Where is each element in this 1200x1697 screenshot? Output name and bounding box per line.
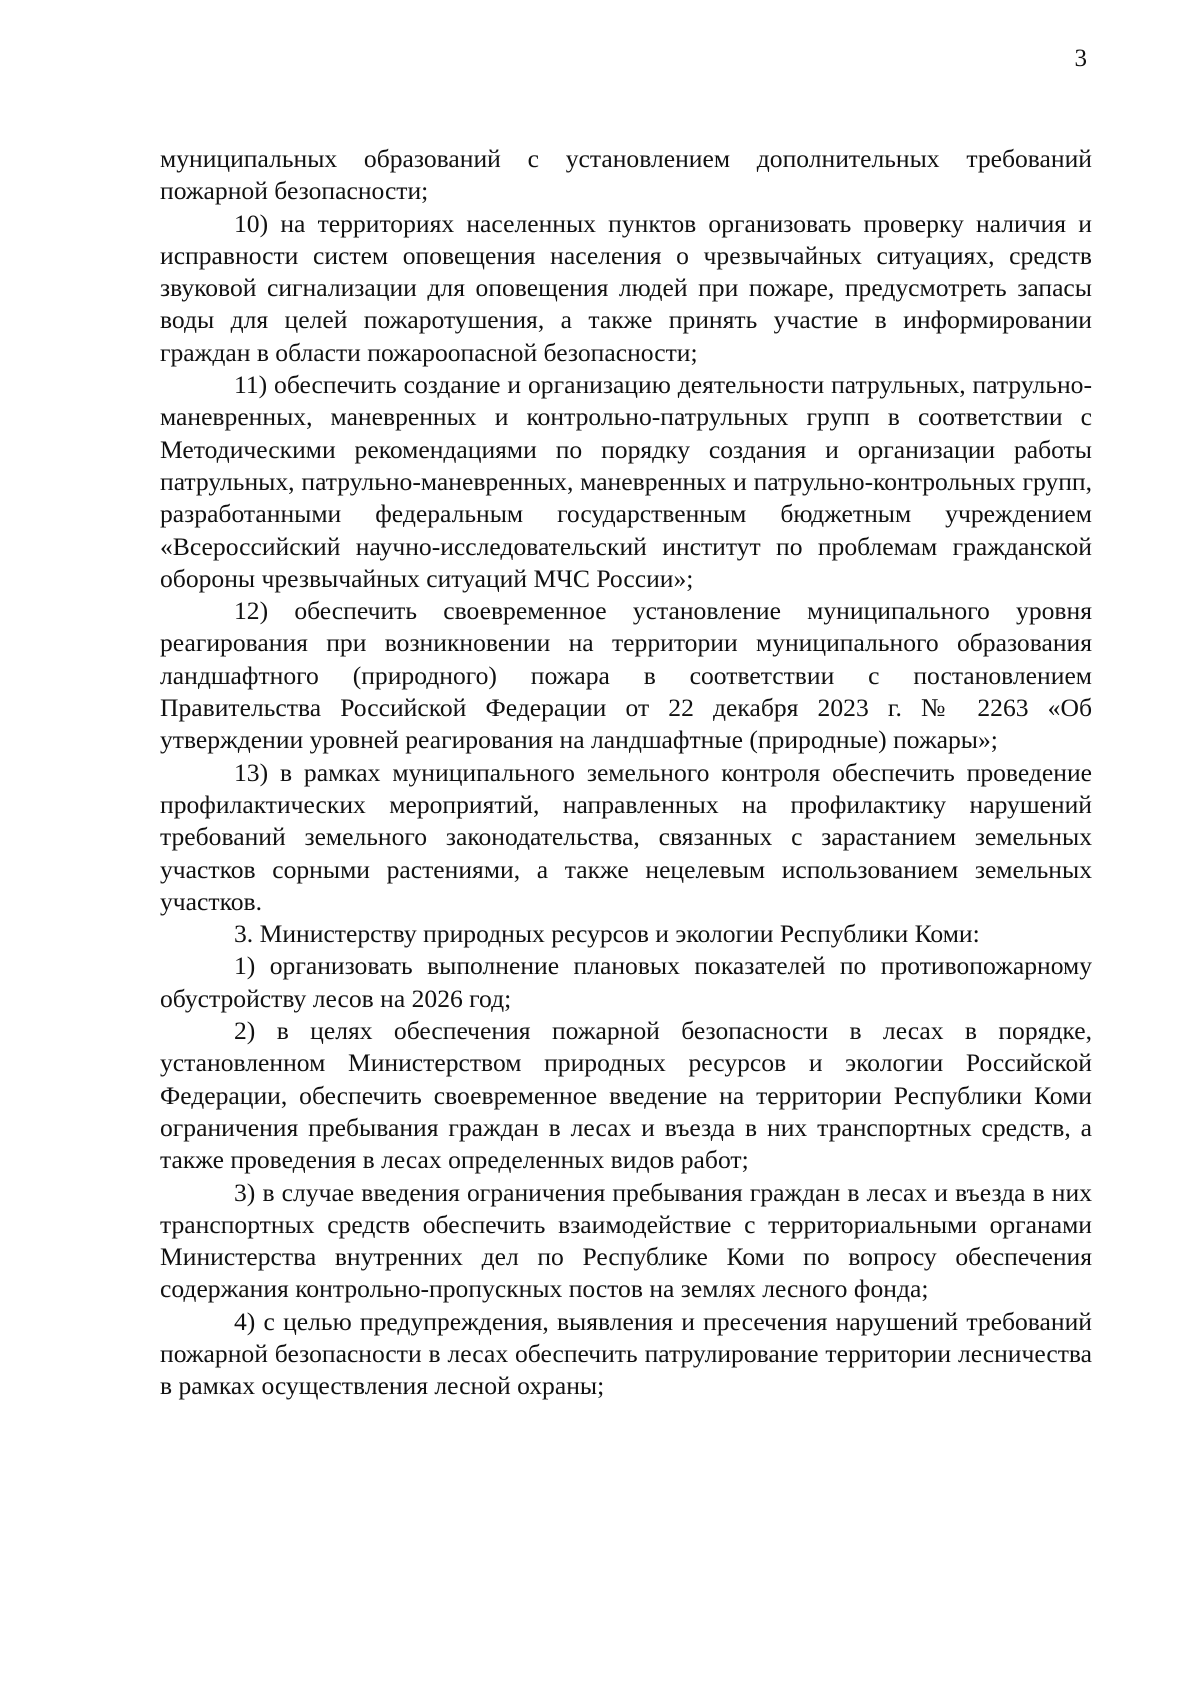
section-heading-3: 3. Министерству природных ресурсов и экологии Республики Коми:	[234, 919, 980, 949]
page-number: 3	[1074, 45, 1087, 72]
paragraph-3-item-3: 3) в случае введения ограничения пребывания граждан в лесах и въезда в них транспортных средств обеспечить взаимодействие с территориальными органами Министерства внутренних дел по Республике Коми по вопросу обеспечения содержания контрольно-пропускных постов на землях лесного фонда;	[160, 1177, 1092, 1304]
paragraph-item-11: 11) обеспечить создание и организацию деятельности патрульных, патрульно-маневренных, маневренных и контрольно-патрульных групп в соответствии с Методическими рекомендациями по порядку создания и организации работы патрульных, патрульно-маневренных, маневренных и патрульно-контрольных групп, разработанными федеральным государственным бюджетным учреждением «Всероссийский научно-исследовательский институт по проблемам гражданской обороны чрезвычайных ситуаций МЧС России»;	[160, 370, 1092, 593]
paragraph-item-13: 13) в рамках муниципального земельного контроля обеспечить проведение профилактических мероприятий, направленных на профилактику нарушений требований земельного законодательства, связанных с зарастанием земельных участков сорными растениями, а также нецелевым использованием земельных участков.	[160, 757, 1092, 916]
paragraph-3-item-2: 2) в целях обеспечения пожарной безопасности в лесах в порядке, установленном Министерством природных ресурсов и экологии Российской Федерации, обеспечить своевременное введение на территории Республики Коми ограничения пребывания граждан в лесах и въезда в них транспортных средств, а также проведения в лесах определенных видов работ;	[160, 1016, 1092, 1175]
paragraph-item-12: 12) обеспечить своевременное установление муниципального уровня реагирования при возникновении на территории муниципального образования ландшафтного (природного) пожара в соответствии с постановлением Правительства Российской Федерации от 22 декабря 2023 г. № 2263 «Об утверждении уровней реагирования на ландшафтные (природные) пожары»;	[160, 596, 1092, 755]
paragraph-3-item-1: 1) организовать выполнение плановых показателей по противопожарному обустройству лесов на 2026 год;	[160, 951, 1092, 1013]
paragraph-3-item-4: 4) с целью предупреждения, выявления и пресечения нарушений требований пожарной безопасности в лесах обеспечить патрулирование территории лесничества в рамках осуществления лесной охраны;	[160, 1306, 1092, 1401]
paragraph-item-10: 10) на территориях населенных пунктов организовать проверку наличия и исправности систем оповещения населения о чрезвычайных ситуациях, средств звуковой сигнализации для оповещения людей при пожаре, предусмотреть запасы воды для целей пожаротушения, а также принять участие в информировании граждан в области пожароопасной безопасности;	[160, 208, 1092, 367]
document-body	[160, 143, 1092, 1403]
paragraph-continuation: муниципальных образований с установлением дополнительных требований пожарной безопасности;	[160, 144, 1092, 206]
